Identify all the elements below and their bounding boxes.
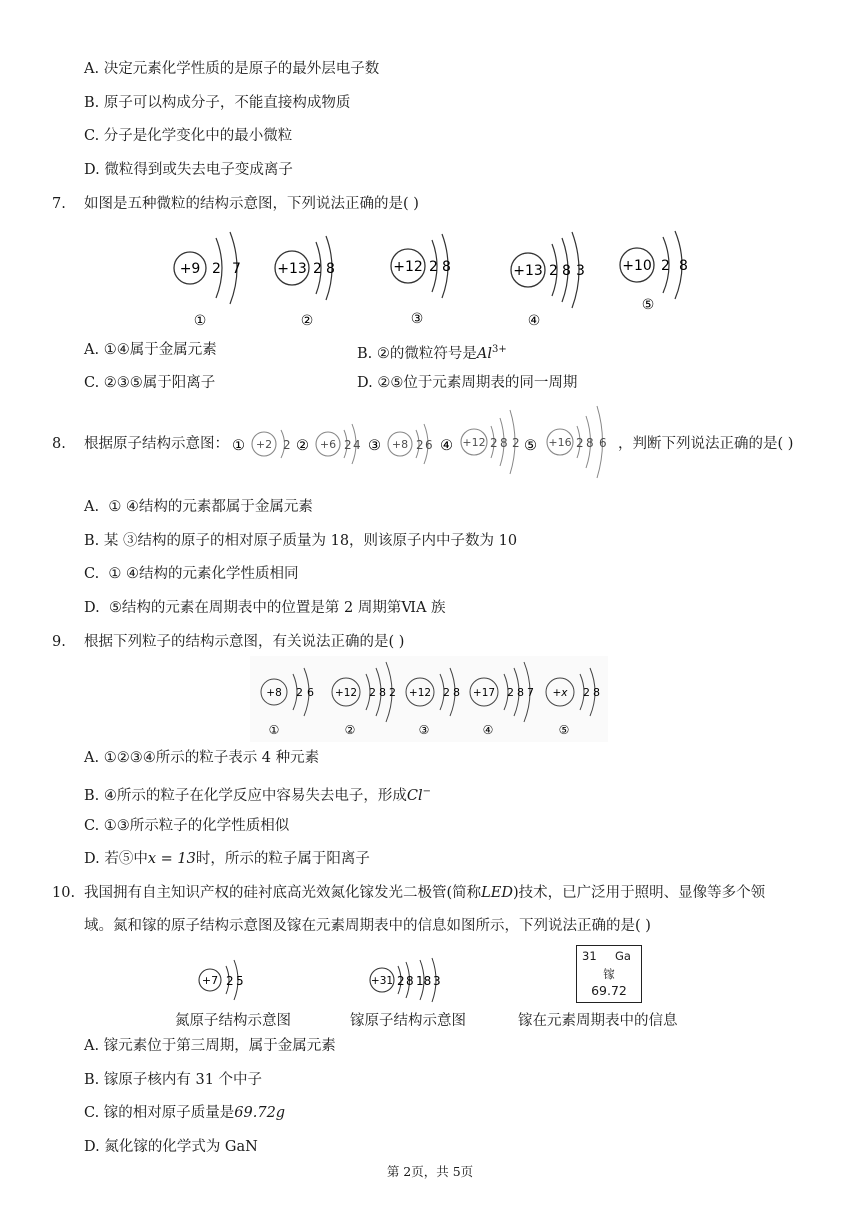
svg-text:2: 2 bbox=[549, 263, 558, 279]
q7-stem: 如图是五种微粒的结构示意图，下列说法正确的是( ) bbox=[84, 196, 419, 212]
svg-text:①: ① bbox=[193, 313, 207, 329]
svg-text:2: 2 bbox=[661, 258, 670, 274]
q8-atom-5 bbox=[547, 406, 607, 478]
svg-text:8: 8 bbox=[517, 686, 524, 699]
q8-inline-figure bbox=[230, 400, 618, 488]
svg-text:2: 2 bbox=[443, 686, 450, 699]
svg-text:⑤: ⑤ bbox=[524, 438, 537, 454]
q8-option-c: C. ① ④结构的元素化学性质相同 bbox=[84, 566, 299, 582]
q8-stem-pre: 根据原子结构示意图： bbox=[84, 436, 229, 452]
svg-text:+12: +12 bbox=[334, 687, 358, 699]
svg-text:③: ③ bbox=[368, 438, 381, 454]
svg-text:2: 2 bbox=[344, 438, 352, 452]
svg-text:2: 2 bbox=[369, 686, 376, 699]
svg-text:+x: +x bbox=[552, 687, 568, 699]
q9-option-d: D. 若⑤中x = 13时，所示的粒子属于阳离子 bbox=[84, 851, 370, 867]
svg-text:+8: +8 bbox=[391, 438, 409, 451]
q7-option-a: A. ①④属于金属元素 bbox=[84, 342, 217, 358]
svg-text:①: ① bbox=[232, 438, 245, 454]
q6-option-b: B. 原子可以构成分子，不能直接构成物质 bbox=[84, 95, 351, 111]
q7-atom-1 bbox=[174, 232, 241, 329]
q8-atom-1 bbox=[252, 430, 291, 458]
element-name: 镓 bbox=[603, 967, 615, 981]
q6-option-d: D. 微粒得到或失去电子变成离子 bbox=[84, 162, 293, 178]
svg-text:+12: +12 bbox=[393, 259, 423, 275]
svg-text:2: 2 bbox=[490, 436, 498, 450]
svg-text:+12: +12 bbox=[462, 436, 486, 449]
svg-text:+12: +12 bbox=[408, 687, 432, 699]
element-symbol: Ga bbox=[615, 949, 631, 963]
svg-text:8: 8 bbox=[679, 258, 688, 274]
svg-text:2: 2 bbox=[416, 438, 424, 452]
q10-option-c: C. 镓的相对原子质量是69.72g bbox=[84, 1105, 286, 1121]
q8-option-d: D. ⑤结构的元素在周期表中的位置是第 2 周期第ⅥA 族 bbox=[84, 600, 446, 616]
q7-atom-5 bbox=[620, 231, 688, 313]
svg-text:④: ④ bbox=[440, 438, 453, 454]
svg-text:②: ② bbox=[344, 723, 356, 737]
svg-text:5: 5 bbox=[236, 974, 244, 988]
q8-option-a: A. ① ④结构的元素都属于金属元素 bbox=[84, 499, 313, 515]
q8-stem-post: ，判断下列说法正确的是( ) bbox=[618, 436, 794, 452]
gallium-caption: 镓原子结构示意图 bbox=[350, 1013, 466, 1029]
svg-text:8: 8 bbox=[406, 974, 414, 988]
svg-text:7: 7 bbox=[527, 686, 534, 699]
svg-text:+9: +9 bbox=[179, 261, 201, 277]
q7-atom-4 bbox=[511, 232, 585, 329]
svg-text:+10: +10 bbox=[622, 258, 652, 274]
svg-text:3: 3 bbox=[576, 263, 585, 279]
svg-text:6: 6 bbox=[425, 438, 433, 452]
atomic-mass: 69.72 bbox=[591, 983, 627, 998]
svg-text:+17: +17 bbox=[472, 687, 496, 699]
q7-option-d: D. ②⑤位于元素周期表的同一周期 bbox=[357, 375, 578, 391]
svg-text:2: 2 bbox=[429, 259, 438, 275]
svg-text:2: 2 bbox=[397, 974, 405, 988]
q9-figure bbox=[250, 656, 608, 742]
svg-text:①: ① bbox=[268, 723, 280, 737]
svg-text:18: 18 bbox=[416, 974, 432, 988]
svg-text:2: 2 bbox=[389, 686, 396, 699]
svg-text:+6: +6 bbox=[319, 438, 337, 451]
q8-atom-2 bbox=[316, 424, 361, 464]
q8-option-b: B. 某 ③结构的原子的相对原子质量为 18，则该原子内中子数为 10 bbox=[84, 533, 518, 549]
q6-option-a: A. 决定元素化学性质的是原子的最外层电子数 bbox=[84, 61, 380, 77]
svg-text:2: 2 bbox=[507, 686, 514, 699]
q7-option-b: B. ②的微粒符号是$Al^{3+}$ bbox=[357, 344, 507, 362]
svg-text:8: 8 bbox=[593, 686, 600, 699]
q9-option-b: B. ④所示的粒子在化学反应中容易失去电子，形成Cl− bbox=[84, 786, 431, 804]
svg-text:+2: +2 bbox=[255, 438, 273, 451]
svg-text:8: 8 bbox=[453, 686, 460, 699]
svg-text:④: ④ bbox=[482, 723, 494, 737]
q10-option-a: A. 镓元素位于第三周期，属于金属元素 bbox=[84, 1038, 336, 1054]
svg-text:6: 6 bbox=[599, 436, 607, 450]
q10-stem-line2: 域。氮和镓的原子结构示意图及镓在元素周期表中的信息如图所示，下列说法正确的是( ) bbox=[84, 918, 651, 934]
svg-text:6: 6 bbox=[307, 686, 314, 699]
svg-text:2: 2 bbox=[576, 436, 584, 450]
svg-text:8: 8 bbox=[562, 263, 571, 279]
q7-option-c: C. ②③⑤属于阳离子 bbox=[84, 375, 216, 391]
periodic-caption: 镓在元素周期表中的信息 bbox=[518, 1013, 678, 1029]
q10-number: 10. bbox=[52, 885, 76, 901]
q7-figure bbox=[160, 226, 710, 334]
q10-gallium-diagram bbox=[366, 956, 456, 1006]
nitrogen-caption: 氮原子结构示意图 bbox=[175, 1013, 291, 1029]
svg-text:③: ③ bbox=[418, 723, 430, 737]
svg-text:⑤: ⑤ bbox=[641, 297, 655, 313]
svg-text:8: 8 bbox=[442, 259, 451, 275]
q9-option-c: C. ①③所示粒子的化学性质相似 bbox=[84, 818, 290, 834]
svg-text:+13: +13 bbox=[277, 261, 307, 277]
svg-text:+8: +8 bbox=[266, 687, 282, 699]
q7-atom-2 bbox=[275, 236, 335, 329]
q9-option-a: A. ①②③④所示的粒子表示 4 种元素 bbox=[84, 750, 320, 766]
svg-text:2: 2 bbox=[296, 686, 303, 699]
svg-text:8: 8 bbox=[379, 686, 386, 699]
svg-text:2: 2 bbox=[583, 686, 590, 699]
svg-text:+31: +31 bbox=[370, 975, 394, 987]
svg-text:2: 2 bbox=[226, 974, 234, 988]
q10-nitrogen-diagram bbox=[196, 956, 266, 1006]
svg-text:③: ③ bbox=[410, 311, 424, 327]
svg-text:2: 2 bbox=[283, 438, 291, 452]
gallium-periodic-cell bbox=[576, 945, 642, 1003]
q8-atom-3 bbox=[388, 424, 433, 464]
atomic-number: 31 bbox=[582, 949, 597, 963]
q8-atom-4 bbox=[461, 410, 520, 474]
svg-text:7: 7 bbox=[232, 261, 241, 277]
svg-text:8: 8 bbox=[326, 261, 335, 277]
svg-text:+7: +7 bbox=[201, 974, 219, 987]
svg-text:②: ② bbox=[300, 313, 314, 329]
q7-atom-3 bbox=[391, 234, 451, 327]
q9-stem: 根据下列粒子的结构示意图，有关说法正确的是( ) bbox=[84, 634, 405, 650]
svg-text:8: 8 bbox=[586, 436, 594, 450]
q9-number: 9. bbox=[52, 634, 66, 650]
q7-number: 7. bbox=[52, 196, 66, 212]
q10-option-d: D. 氮化镓的化学式为 GaN bbox=[84, 1139, 258, 1155]
svg-text:8: 8 bbox=[500, 436, 508, 450]
svg-text:⑤: ⑤ bbox=[558, 723, 570, 737]
svg-text:2: 2 bbox=[313, 261, 322, 277]
page-footer: 第 2页，共 5页 bbox=[386, 1164, 474, 1179]
svg-text:+13: +13 bbox=[513, 263, 543, 279]
q6-option-c: C. 分子是化学变化中的最小微粒 bbox=[84, 128, 293, 144]
q8-number: 8. bbox=[52, 436, 66, 452]
q10-stem-line1: 我国拥有自主知识产权的硅衬底高光效氮化镓发光二极管(简称LED)技术，已广泛用于照明、显像等多个领 bbox=[84, 885, 766, 901]
svg-text:3: 3 bbox=[433, 974, 441, 988]
q10-option-b: B. 镓原子核内有 31 个中子 bbox=[84, 1072, 263, 1088]
svg-text:+16: +16 bbox=[548, 436, 572, 449]
svg-text:2: 2 bbox=[212, 261, 221, 277]
svg-text:4: 4 bbox=[353, 438, 361, 452]
svg-text:④: ④ bbox=[527, 313, 541, 329]
svg-text:2: 2 bbox=[512, 436, 520, 450]
svg-text:②: ② bbox=[296, 438, 309, 454]
